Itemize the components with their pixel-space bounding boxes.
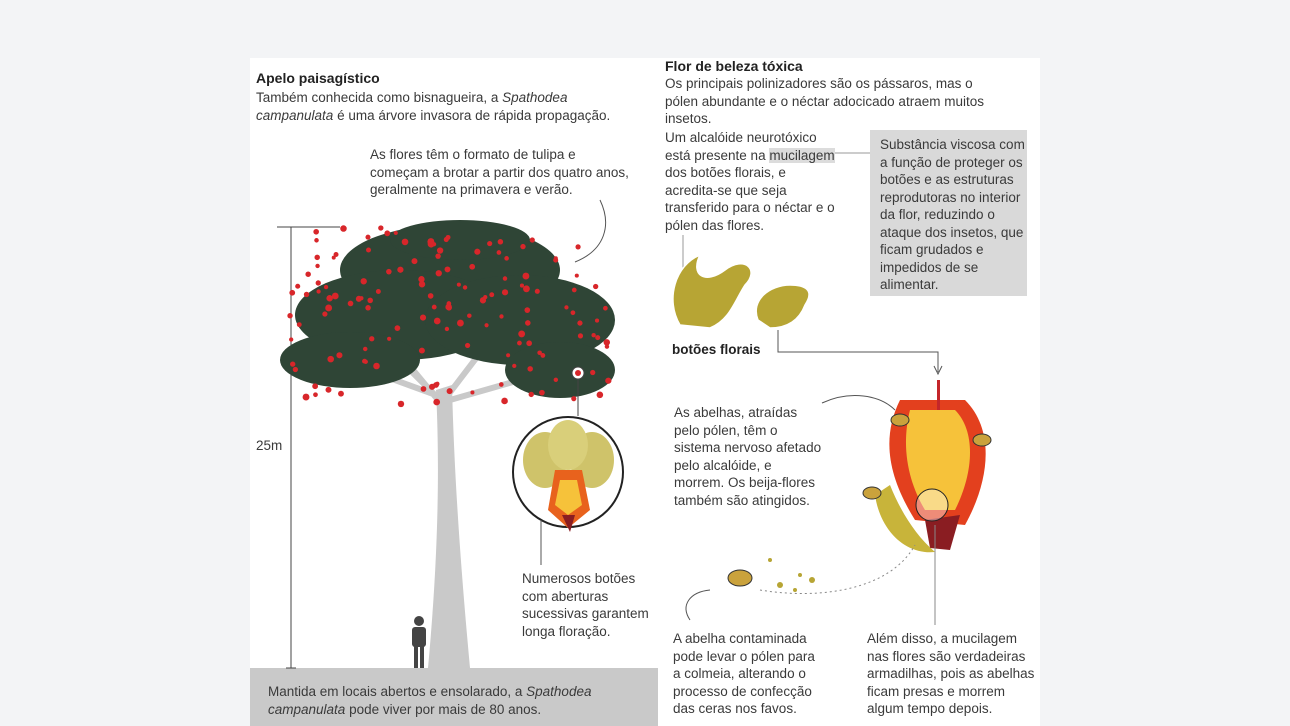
alkaloid-text-end: dos botões florais, e acredita-se que seja transferido para o néctar e o pólen das flores. — [665, 165, 835, 233]
flower-dot — [554, 378, 558, 382]
flower-dot — [365, 235, 370, 240]
flower-dot — [502, 289, 508, 295]
flower-dot — [369, 336, 374, 341]
buds-connector-arrow — [778, 330, 938, 372]
flower-dot — [378, 225, 383, 230]
flower-dot — [524, 307, 530, 313]
flower-dot — [444, 237, 449, 242]
flower-dot — [497, 250, 502, 255]
flower-dot — [295, 284, 300, 289]
flower-shape-note: As flores têm o formato de tulipa e começam a brotar a partir dos quatro anos, geralmente na primavera e verão. — [370, 147, 629, 197]
flower-dot — [359, 296, 363, 300]
flower-dot — [316, 289, 320, 293]
flower-dot — [487, 241, 492, 246]
flower-dot — [553, 258, 558, 263]
flower-dot — [365, 305, 371, 311]
flower-dot — [575, 274, 579, 278]
footer-species: Spathodea campanulata — [268, 684, 592, 717]
flower-dot — [313, 392, 318, 397]
flower-dot — [325, 305, 332, 312]
flower-dot — [297, 322, 302, 327]
flower-dot — [427, 238, 434, 245]
flower-dot — [522, 273, 529, 280]
flower-dot — [305, 271, 310, 276]
flower-dot — [332, 293, 339, 300]
flower-dot — [324, 285, 328, 289]
flower-dot — [304, 292, 309, 297]
trap-note: Além disso, a mucilagem nas flores são verdadeiras armadilhas, pois as abelhas ficam presas e morrem algum tempo depois. — [867, 631, 1035, 716]
flower-detail-circle — [513, 417, 623, 532]
flower-dot — [366, 247, 371, 252]
flower-dot — [289, 337, 293, 341]
flower-dot — [421, 386, 427, 392]
flower-dot — [605, 378, 611, 384]
flower-dot — [523, 285, 530, 292]
buds-label: botões florais — [672, 342, 761, 357]
flower-dot — [348, 301, 354, 307]
flower-dot — [571, 310, 576, 315]
flower-dot — [367, 298, 373, 304]
hive-note-arrow — [686, 590, 710, 620]
flower-dot — [420, 315, 426, 321]
flower-dot — [315, 264, 319, 268]
person-silhouette-icon — [412, 616, 426, 668]
flower-dot — [437, 247, 443, 253]
alkaloid-note — [665, 129, 837, 234]
tree-trunk — [428, 385, 470, 668]
flower-dot — [489, 292, 494, 297]
flower-dot — [314, 238, 319, 243]
flower-dot — [467, 313, 472, 318]
flower-dot — [539, 390, 545, 396]
flower-dot — [434, 318, 441, 325]
flower-dot — [512, 364, 516, 368]
footer-text-end: pode viver por mais de 80 anos. — [345, 701, 542, 717]
flower-dot — [590, 370, 595, 375]
flower-dot — [498, 239, 503, 244]
flower-dot — [463, 285, 467, 289]
flower-dot — [325, 387, 331, 393]
flower-dot — [447, 388, 453, 394]
flower-dot — [386, 269, 392, 275]
flower-dot — [469, 264, 475, 270]
flower-dot — [445, 327, 449, 331]
flower-dot — [595, 319, 599, 323]
flower-dot — [484, 323, 488, 327]
flower-dot — [525, 320, 531, 326]
flower-dot — [603, 306, 608, 311]
bees-note-arrow — [822, 396, 895, 410]
flower-dot — [362, 359, 367, 364]
flower-dot — [289, 290, 295, 296]
flower-dot — [402, 239, 409, 246]
flower-dot — [384, 230, 390, 236]
flower-dot — [595, 335, 600, 340]
left-intro — [256, 89, 636, 124]
flower-dot — [395, 325, 401, 331]
flower-dot — [535, 289, 540, 294]
flower-dot — [340, 225, 347, 232]
flower-dot — [457, 283, 461, 287]
flower-dot — [605, 344, 609, 348]
flower-dot — [361, 278, 367, 284]
flower-dot — [363, 347, 367, 351]
flower-dot — [314, 255, 319, 260]
buds-note: Numerosos botões com aberturas sucessivas garantem longa floração. — [522, 571, 649, 639]
flower-dot — [398, 401, 404, 407]
flower-dot — [376, 289, 381, 294]
intro-text-end: é uma árvore invasora de rápida propagação. — [333, 107, 611, 123]
flower-dot — [564, 305, 568, 309]
pollen-trail — [760, 545, 915, 594]
flower-dot — [530, 237, 535, 242]
flower-dot — [503, 276, 508, 281]
flower-dot — [411, 258, 417, 264]
footer-text: Mantida em locais abertos e ensolarado, a — [268, 684, 527, 699]
flower-dot — [571, 396, 576, 401]
flower-dot — [518, 330, 525, 337]
flower-dot — [474, 249, 480, 255]
flower-dot — [436, 270, 442, 276]
flower-buds — [673, 255, 809, 328]
flower-dot — [322, 311, 327, 316]
flower-dot — [373, 363, 380, 370]
mucilage-highlight: mucilagem — [769, 147, 835, 163]
flower-dot — [575, 244, 580, 249]
flower-note-arrow — [575, 200, 606, 262]
flower-dot — [520, 244, 525, 249]
flower-dot — [397, 267, 403, 273]
flower-dot — [387, 337, 391, 341]
flower-dot — [517, 341, 522, 346]
alkaloid-text: Um alcalóide neurotóxico está presente na — [665, 130, 817, 163]
flower-dot — [572, 288, 577, 293]
lifespan-note — [268, 683, 638, 718]
flower-dot — [338, 391, 344, 397]
flower-dot — [445, 266, 451, 272]
flower-dot — [470, 390, 474, 394]
flower-dot — [520, 284, 524, 288]
flower-dot — [336, 352, 342, 358]
flower-dot — [419, 348, 425, 354]
flower-dot — [578, 333, 583, 338]
flower-dot — [435, 382, 439, 386]
flower-dot — [504, 256, 509, 261]
bees-note: As abelhas, atraídas pelo pólen, têm o sistema nervoso afetado pelo alcalóide, e morrem. Os beija-flores também são atingidos. — [674, 405, 822, 508]
flower-dot — [526, 340, 532, 346]
hive-note: A abelha contaminada pode levar o pólen para a colmeia, alterando o processo de confecção das ceras nos favos. — [673, 631, 815, 716]
species-name: Spathodea campanulata — [256, 90, 568, 123]
flower-dot — [446, 305, 452, 311]
flower-dot — [435, 253, 440, 258]
flower-dot — [577, 320, 582, 325]
flower-dot — [597, 392, 604, 399]
flower-dot — [591, 333, 595, 337]
flower-dot — [303, 394, 310, 401]
flower-dot — [457, 320, 464, 327]
flower-dot — [334, 252, 339, 257]
flower-dot — [428, 293, 434, 299]
flower-dot — [499, 382, 504, 387]
flower-dot — [537, 350, 542, 355]
flower-dot — [312, 383, 318, 389]
flower-dot — [327, 356, 334, 363]
flower-dot — [433, 399, 440, 406]
toxic-flower-illustration — [875, 380, 986, 552]
flower-dot — [529, 392, 534, 397]
right-intro: Os principais polinizadores são os pássaros, mas o pólen abundante e o néctar adocicado atraem muitos insetos. — [665, 76, 984, 126]
flower-dot — [499, 314, 503, 318]
flower-dot — [419, 281, 425, 287]
flower-dot — [290, 361, 295, 366]
flower-dot — [465, 343, 470, 348]
flower-dot — [316, 280, 321, 285]
left-title: Apelo paisagístico — [256, 70, 380, 86]
flower-dot — [501, 398, 508, 405]
flower-dot — [506, 353, 510, 357]
flower-dot — [394, 231, 398, 235]
flower-dot — [593, 284, 598, 289]
flower-dot — [429, 384, 435, 390]
flower-dot — [313, 229, 319, 235]
flower-dot — [483, 295, 487, 299]
height-label: 25m — [256, 438, 283, 453]
right-title: Flor de beleza tóxica — [665, 58, 803, 74]
flower-dot — [527, 366, 533, 372]
intro-text: Também conhecida como bisnagueira, a — [256, 90, 503, 105]
flower-dot — [432, 305, 437, 310]
flower-dot — [287, 313, 292, 318]
mucilage-definition: Substância viscosa com a função de proteger os botões e as estruturas reprodutoras no interior da flor, reduzindo o ataque dos insetos, que ficam grudados e impedidos de se alimentar. — [880, 137, 1025, 292]
flower-dot — [293, 367, 298, 372]
